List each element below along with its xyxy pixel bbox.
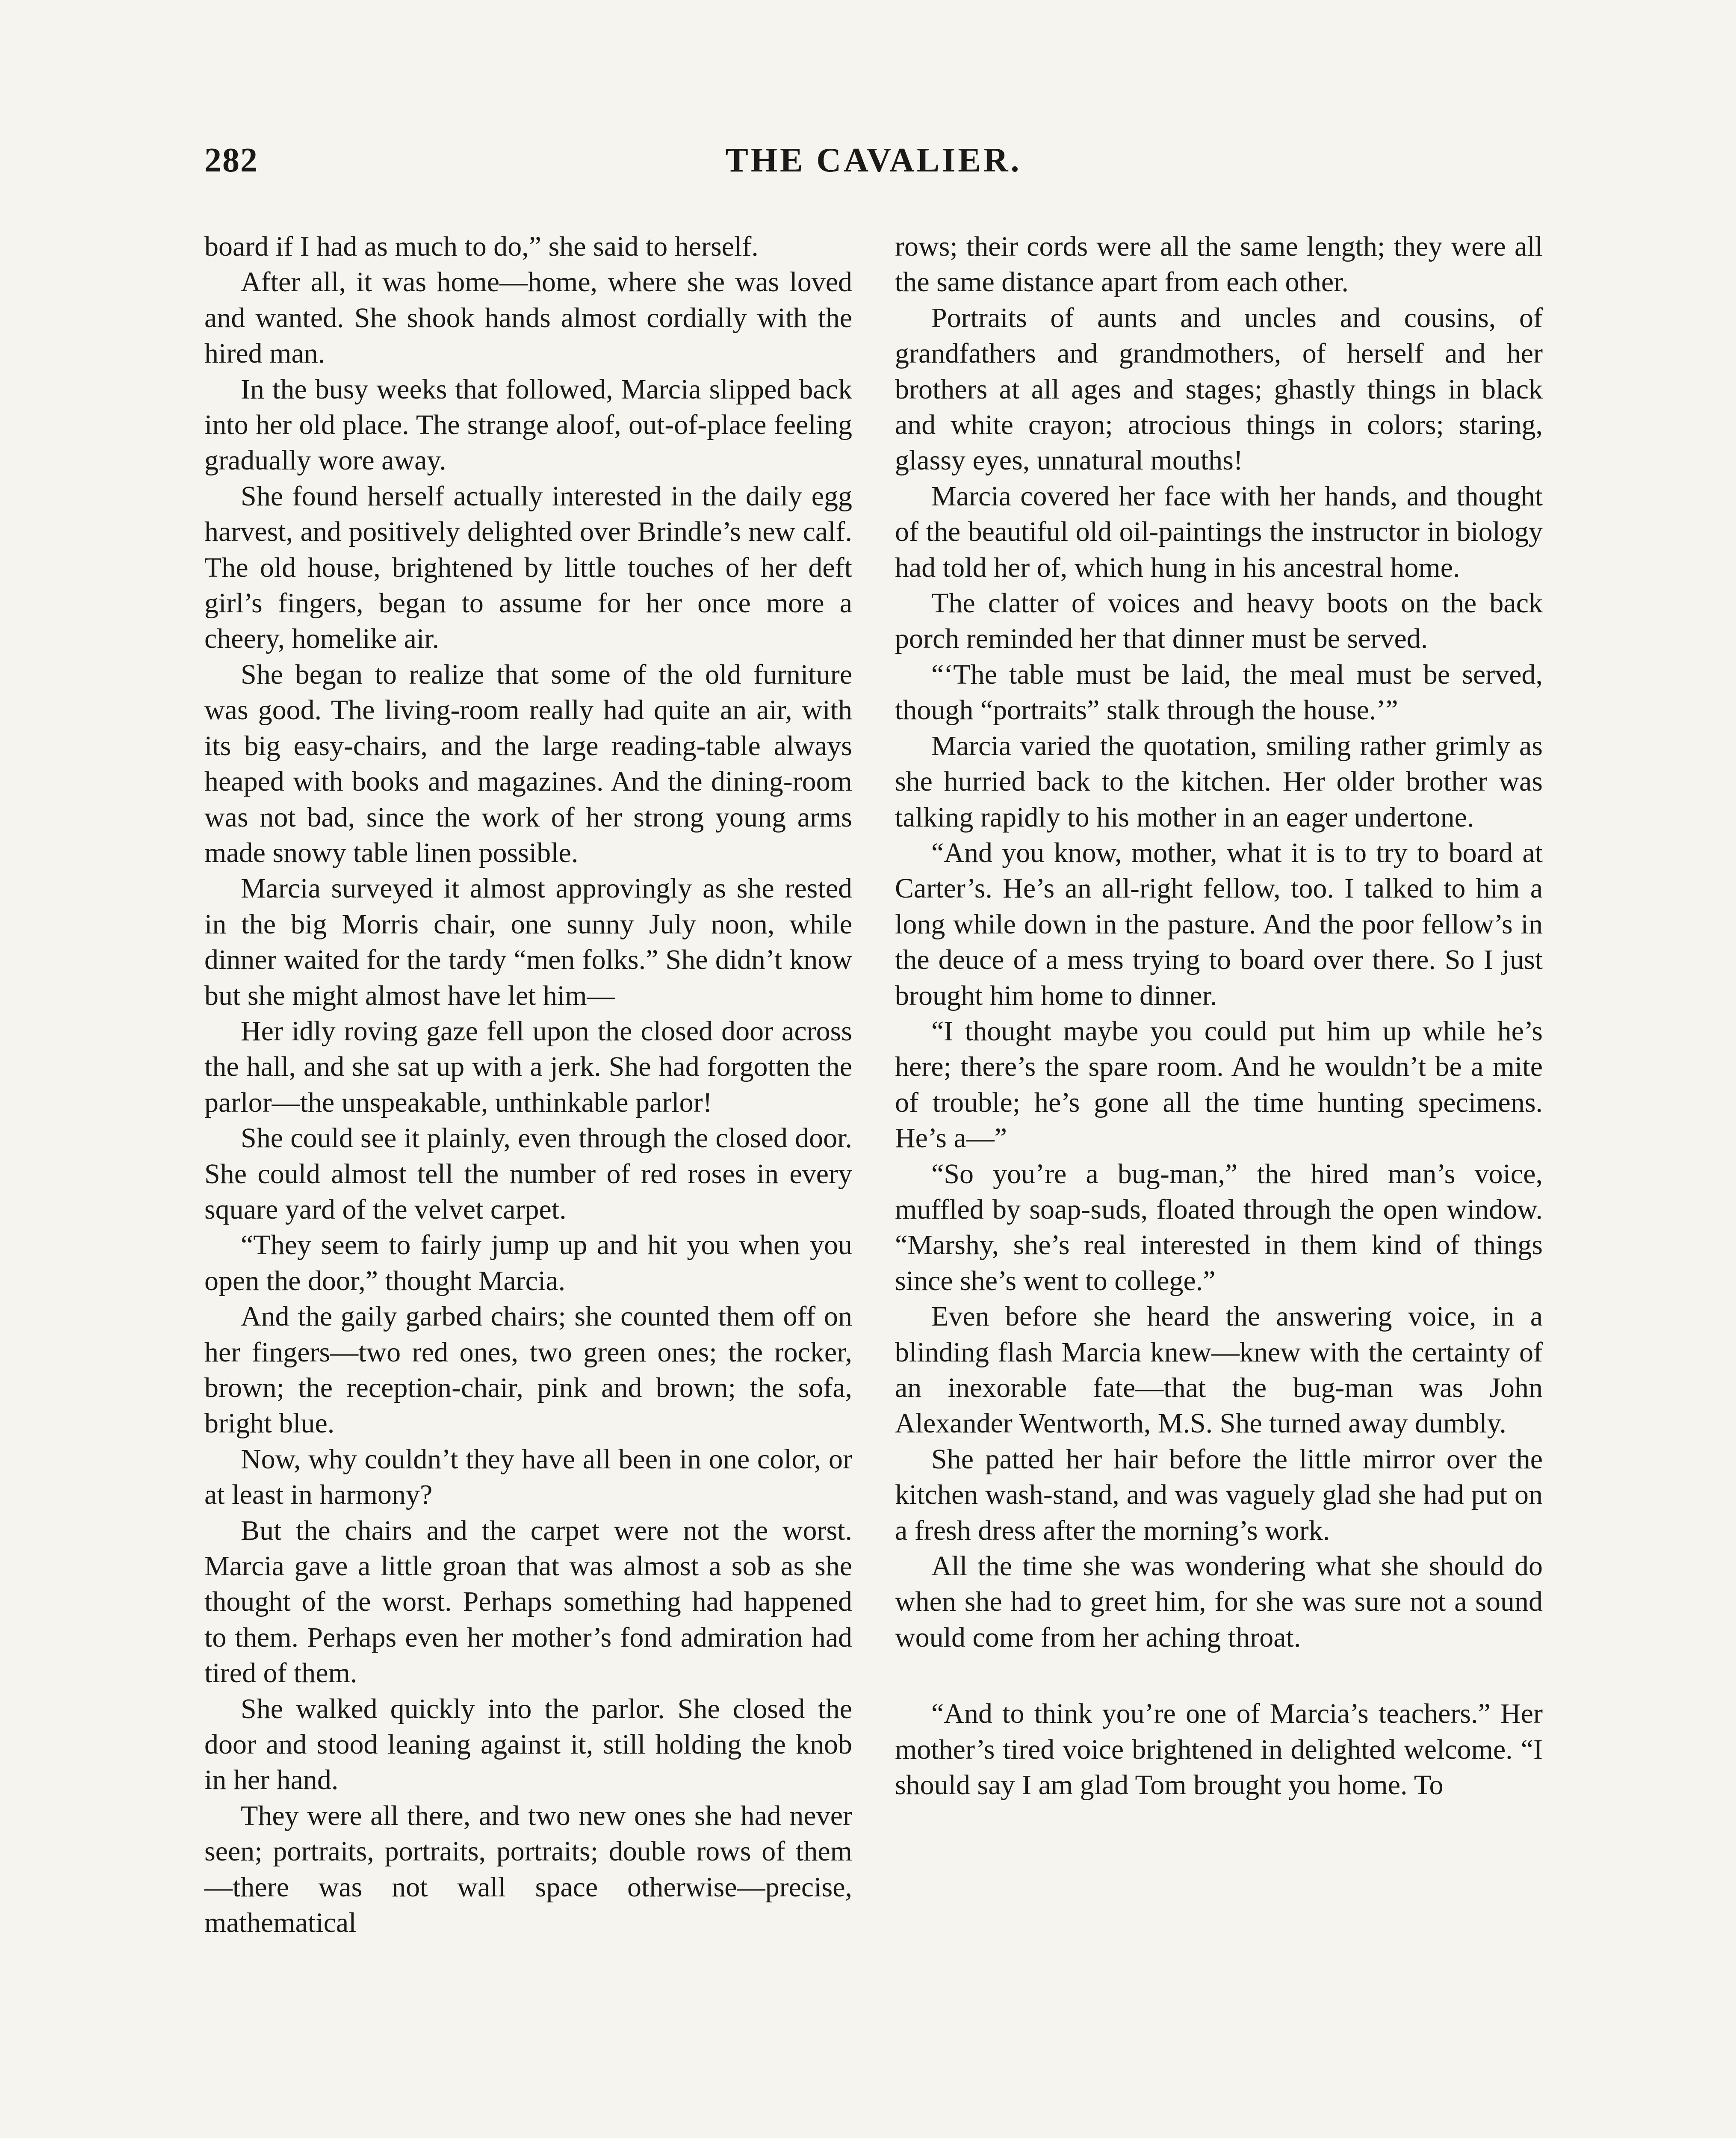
paragraph: “‘The table must be laid, the meal must be served, though “portraits” stalk through the house.’” — [895, 659, 1543, 726]
paragraph: “They seem to fairly jump up and hit you when you open the door,” thought Marcia. — [204, 1229, 852, 1296]
paragraph: “I thought maybe you could put him up while he’s here; there’s the spare room. And he wouldn’t be a mite of trouble; he’s gone all the time hunting specimens. He’s a—” — [895, 1015, 1543, 1154]
paragraph: And the gaily garbed chairs; she counted them off on her fingers—two red ones, two green ones; the rocker, brown; the reception-chair, pink and brown; the sofa, bright blue. — [204, 1301, 852, 1439]
paragraph: She patted her hair before the little mirror over the kitchen wash-stand, and was vaguely glad she had put on a fresh dress after the morning’s work. — [895, 1443, 1543, 1546]
paragraph: “And you know, mother, what it is to try to board at Carter’s. He’s an all-right fellow, too. I talked to him a long while down in the pasture. And the poor fellow’s in the deuce of a mess trying to board over there. So I just brought him home to dinner. — [895, 837, 1543, 1011]
running-title: THE CAVALIER. — [725, 142, 1022, 179]
paragraph: She began to realize that some of the old furniture was good. The living-room really had quite an air, with its big easy-chairs, and the large reading-table always heaped with books and magazines. And the dining-room was not bad, since the work of her strong young arms made snowy table linen possible. — [204, 659, 852, 868]
paragraph: In the busy weeks that followed, Marcia slipped back into her old place. The strange aloof, out-of-place feeling gradually wore away. — [204, 373, 852, 476]
paragraph: Portraits of aunts and uncles and cousins, of grandfathers and grandmothers, of herself and her brothers at all ages and stages; ghastly things in black and white crayon; atrocious things in colors; staring, glassy eyes, unnatural mouths! — [895, 302, 1543, 476]
paragraph: Marcia covered her face with her hands, and thought of the beautiful old oil-paintings the instructor in biology had told her of, which hung in his ancestral home. — [895, 480, 1543, 583]
paragraph: Now, why couldn’t they have all been in one color, or at least in harmony? — [204, 1443, 852, 1511]
paragraph: “And to think you’re one of Marcia’s teachers.” Her mother’s tired voice brightened in delighted welcome. “I should say I am glad Tom brought you home. To — [895, 1698, 1543, 1801]
page-header — [204, 141, 1543, 197]
paragraph: Even before she heard the answering voice, in a blinding flash Marcia knew—knew with the certainty of an inexorable fate—that the bug-man was John Alexander Wentworth, M.S. She turned away dumbly. — [895, 1301, 1543, 1439]
page-number: 282 — [204, 142, 258, 179]
paragraph: “So you’re a bug-man,” the hired man’s voice, muffled by soap-suds, floated through the open window. “Marshy, she’s real interested in them kind of things since she’s went to college.” — [895, 1158, 1543, 1296]
paragraph: The clatter of voices and heavy boots on the back porch reminded her that dinner must be served. — [895, 588, 1543, 655]
paragraph: But the chairs and the carpet were not the worst. Marcia gave a little groan that was almost a sob as she thought of the worst. Perhaps something had happened to them. Perhaps even her mother’s fond admiration had tired of them. — [204, 1515, 852, 1689]
paragraph: Her idly roving gaze fell upon the closed door across the hall, and she sat up with a jerk. She had forgotten the parlor—the unspeakable, unthinkable parlor! — [204, 1015, 852, 1118]
left-column — [204, 229, 852, 1941]
paragraph: She could see it plainly, even through the closed door. She could almost tell the number of red roses in every square yard of the velvet carpet. — [204, 1122, 852, 1225]
paragraph: Marcia surveyed it almost approvingly as she rested in the big Morris chair, one sunny July noon, while dinner waited for the tardy “men folks.” She didn’t know but she might almost have let him— — [204, 873, 852, 1011]
paragraph: board if I had as much to do,” she said to herself. — [204, 231, 759, 262]
paragraph: rows; their cords were all the same length; they were all the same distance apart from each other. — [895, 231, 1543, 298]
paragraph: Marcia varied the quotation, smiling rather grimly as she hurried back to the kitchen. Her older brother was talking rapidly to his mother in an eager undertone. — [895, 730, 1543, 833]
paragraph: After all, it was home—home, where she was loved and wanted. She shook hands almost cordially with the hired man. — [204, 266, 852, 369]
paragraph: They were all there, and two new ones she had never seen; portraits, portraits, portraits; double rows of them—there was not wall space otherwise—precise, mathematical — [204, 1800, 852, 1939]
right-column — [895, 229, 1543, 1803]
paragraph: All the time she was wondering what she should do when she had to greet him, for she was sure not a sound would come from her aching throat. — [895, 1550, 1543, 1653]
paragraph: She found herself actually interested in the daily egg harvest, and positively delighted over Brindle’s new calf. The old house, brightened by little touches of her deft girl’s fingers, began to assume for her once more a cheery, homelike air. — [204, 480, 852, 655]
paragraph: She walked quickly into the parlor. She closed the door and stood leaning against it, still holding the knob in her hand. — [204, 1693, 852, 1796]
